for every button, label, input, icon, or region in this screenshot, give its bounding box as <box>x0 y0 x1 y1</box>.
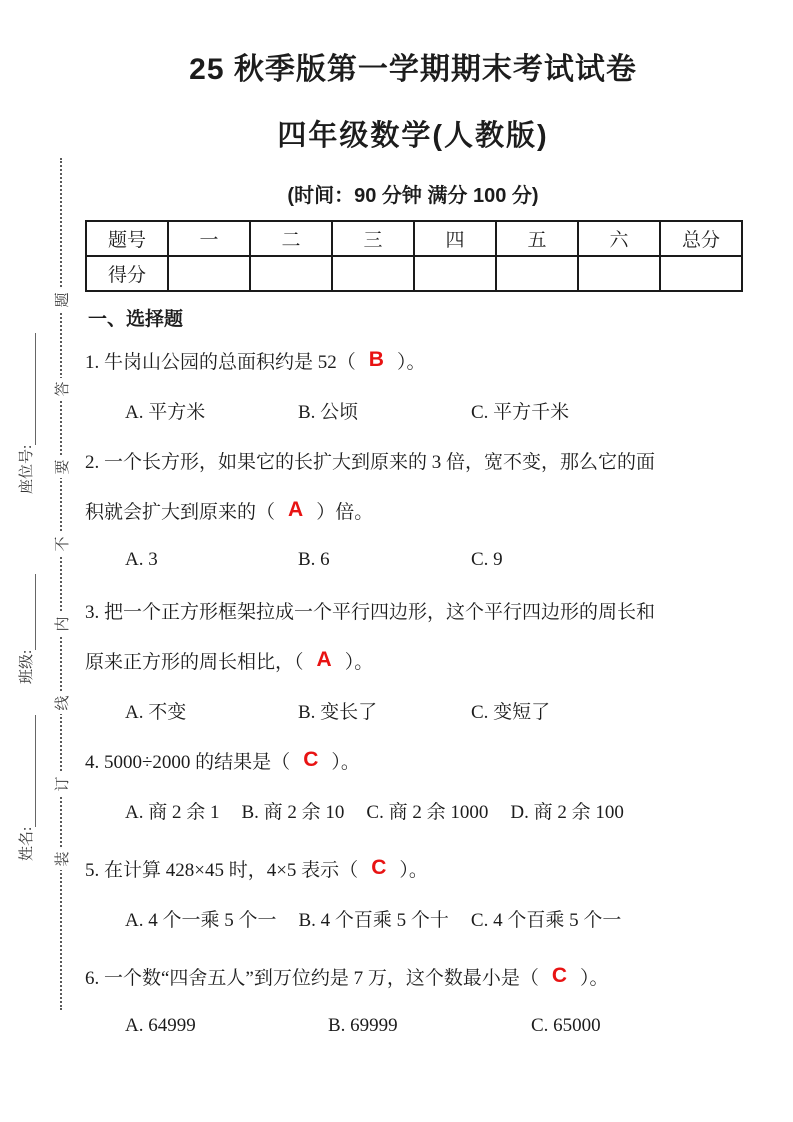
option: A. 不变 <box>125 701 187 723</box>
score-table-header-cell: 二 <box>250 221 332 256</box>
name-label: 姓名: <box>19 826 35 861</box>
question-text: 原来正方形的周长相比，（ <box>85 651 304 673</box>
answer-letter: C <box>303 748 319 771</box>
binding-char: 答 <box>50 378 72 400</box>
question <box>85 735 741 835</box>
question <box>85 435 741 585</box>
option: B. 商 2 余 10 <box>241 801 345 823</box>
question-text: ）。 <box>331 751 360 773</box>
question-text: 3. 把一个正方形框架拉成一个平行四边形，这个平行四边形的周长和 <box>85 601 656 623</box>
binding-dotted-line <box>60 158 62 1010</box>
option: B. 公顷 <box>298 401 359 423</box>
option: C. 变短了 <box>471 701 551 723</box>
question <box>85 585 741 735</box>
answer-letter: A <box>288 498 304 521</box>
class-label: 班级: <box>19 649 35 684</box>
score-cell <box>578 256 660 291</box>
score-table-header-row <box>86 221 742 256</box>
options-row <box>85 385 741 435</box>
option: D. 商 2 余 100 <box>510 801 624 823</box>
exam-title: 25 秋季版第一学期期末考试试卷 <box>189 53 637 86</box>
score-table-score-row <box>86 256 742 291</box>
answer-letter: C <box>371 856 387 879</box>
question-line <box>85 843 741 893</box>
question-text: ）。 <box>399 859 428 881</box>
score-cell <box>496 256 578 291</box>
option: B. 69999 <box>328 1015 398 1036</box>
score-cell <box>414 256 496 291</box>
option: B. 4 个百乘 5 个十 <box>298 909 449 931</box>
question-line <box>85 635 741 685</box>
question-text: ）。 <box>344 651 374 673</box>
score-table-header-cell: 总分 <box>660 221 742 256</box>
seat-number-blank-line <box>20 333 36 445</box>
binding-char: 不 <box>50 533 72 555</box>
section-heading: 一、选择题 <box>88 309 184 330</box>
question-text: 积就会扩大到原来的（ <box>85 501 276 523</box>
score-table-header-cell: 三 <box>332 221 414 256</box>
question <box>85 843 741 943</box>
answer-letter: C <box>551 964 568 987</box>
time-info: (时间：90 分钟 满分 100 分) <box>287 185 539 207</box>
question <box>85 335 741 435</box>
question <box>85 951 741 1051</box>
option: B. 6 <box>298 549 330 570</box>
score-table-header-cell: 六 <box>578 221 660 256</box>
question-text: 4. 5000÷2000 的结果是（ <box>85 751 291 773</box>
answer-letter: A <box>316 648 332 671</box>
name-blank-line <box>20 715 36 827</box>
score-table-header-cell: 五 <box>496 221 578 256</box>
class-blank-line <box>20 574 36 650</box>
option: C. 9 <box>471 549 503 570</box>
option: C. 65000 <box>531 1015 601 1036</box>
binding-char: 要 <box>50 456 72 478</box>
question-text: 6. 一个数“四舍五人”到万位约是 7 万，这个数最小是（ <box>85 967 539 989</box>
binding-char: 题 <box>50 289 72 311</box>
question-text: 5. 在计算 428×45 时，4×5 表示（ <box>85 859 359 881</box>
answer-letter: B <box>368 348 384 371</box>
score-cell <box>168 256 250 291</box>
option: A. 4 个一乘 5 个一 <box>125 909 277 931</box>
exam-subtitle: 四年级数学(人教版) <box>277 120 549 152</box>
options-row <box>85 685 741 735</box>
name-field <box>16 691 36 861</box>
binding-char: 订 <box>50 773 72 795</box>
question-text: ）倍。 <box>316 501 374 523</box>
score-table-corner-cell: 题号 <box>86 221 168 256</box>
question-text: 2. 一个长方形，如果它的长扩大到原来的 3 倍，宽不变，那么它的面 <box>85 451 656 473</box>
question-text: 1. 牛岗山公园的总面积约是 52（ <box>85 351 356 373</box>
class-field <box>16 554 36 684</box>
score-row-label: 得分 <box>86 256 168 291</box>
options-row <box>85 893 741 943</box>
question-line <box>85 735 741 785</box>
option: A. 3 <box>125 549 158 570</box>
option: C. 平方千米 <box>471 401 570 423</box>
seat-number-field <box>16 314 36 494</box>
question-line <box>85 951 741 1001</box>
option: C. 4 个百乘 5 个一 <box>470 909 622 931</box>
score-table <box>85 220 743 292</box>
options-row <box>85 1001 741 1051</box>
option: C. 商 2 余 1000 <box>366 801 489 823</box>
score-table-header-cell: 四 <box>414 221 496 256</box>
options-row <box>85 535 741 585</box>
question-text: ）。 <box>396 351 426 373</box>
binding-char: 线 <box>50 692 72 714</box>
question-line <box>85 335 741 385</box>
score-cell <box>660 256 742 291</box>
question-line <box>85 435 741 485</box>
option: A. 商 2 余 1 <box>125 801 220 823</box>
binding-char: 内 <box>50 613 72 635</box>
seat-number-label: 座位号: <box>19 444 35 494</box>
questions-list <box>85 335 741 1051</box>
score-cell <box>250 256 332 291</box>
question-line <box>85 585 741 635</box>
exam-content <box>85 0 741 1051</box>
score-table-header-cell: 一 <box>168 221 250 256</box>
question-line <box>85 485 741 535</box>
option: A. 64999 <box>125 1015 196 1036</box>
binding-char: 装 <box>50 848 72 870</box>
option: B. 变长了 <box>298 701 378 723</box>
option: A. 平方米 <box>125 401 206 423</box>
options-row <box>85 785 741 835</box>
score-cell <box>332 256 414 291</box>
question-text: ）。 <box>580 967 609 989</box>
